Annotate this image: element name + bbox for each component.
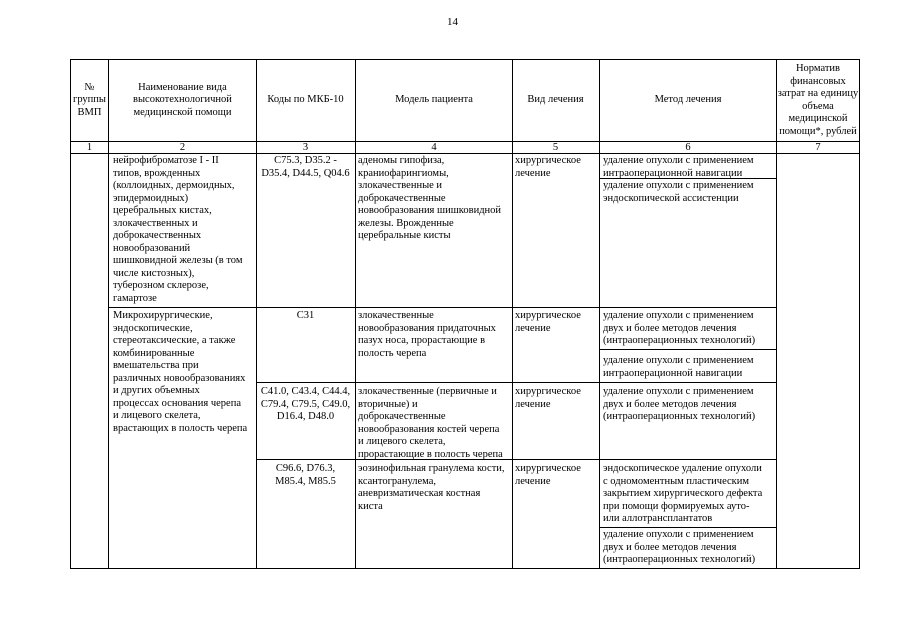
row-divider [256,382,776,383]
treatment-method-cell: удаление опухоли с применением интраоперационной навигации [603,355,754,379]
column-number: 6 [685,142,691,153]
vmp-table [70,59,860,569]
header-treatment-method: Метод лечения [654,94,722,106]
treatment-type-cell: хирургическое лечение [515,386,581,410]
care-type-cell: нейрофиброматозе I - II типов, врожденных (коллоидных, дермоидных, эпидермоидных) церебральных кистах, злокачественных и доброкачественных новообразований шишковидной железы (в том числе кистозных), туберозном склерозе, гамартозе [113,155,243,304]
treatment-type-cell: хирургическое лечение [515,310,581,334]
column-number: 7 [815,142,821,153]
column-number: 5 [552,142,559,153]
header-cost-standard: Норматив финансовых затрат на единицу объема медицинской помощи*, рублей [777,63,859,137]
column-number: 3 [302,142,309,153]
treatment-method-cell: удаление опухоли с применением интраоперационной навигации [603,155,754,179]
care-type-cell: Микрохирургические, эндоскопические, стереотаксические, а также комбинированные вмешательства при различных новообразованиях и других объемных процессах основания черепа и лицевого скелета, врастающих в полость черепа [113,310,248,434]
header-icd-codes: Коды по МКБ-10 [267,94,344,106]
icd-codes-cell: C41.0, C43.4, C44.4, C79.4, C79.5, C49.0, D16.4, D48.0 [260,386,351,422]
treatment-method-cell: удаление опухоли с применением двух и более методов лечения (интраоперационных технологий) [603,310,756,346]
treatment-method-cell: удаление опухоли с применением двух и более методов лечения (интраоперационных технологий) [603,386,756,422]
page-number: 14 [447,16,458,28]
header-group-number: № группы ВМП [73,81,106,118]
treatment-method-cell: удаление опухоли с применением эндоскопической ассистенции [603,180,754,204]
header-care-type: Наименование вида высокотехнологичной медицинской помощи [133,81,232,118]
treatment-method-cell: эндоскопическое удаление опухоли с одномоментным пластическим закрытием хирургического дефекта при помощи формируемых ауто- или аллотрансплантатов [603,463,763,524]
row-divider [256,459,776,460]
method-divider [600,527,776,528]
treatment-type-cell: хирургическое лечение [515,155,581,179]
header-treatment-type: Вид лечения [527,94,584,106]
treatment-method-cell: удаление опухоли с применением двух и более методов лечения (интраоперационных технологий) [603,529,756,565]
patient-model-cell: эозинофильная гранулема кости, ксантогранулема, аневризматическая костная киста [358,463,505,512]
patient-model-cell: аденомы гипофиза, краниофарингиомы, злокачественные и доброкачественные новообразования шишковидной железы. Врожденные церебральные кисты [358,155,502,241]
icd-codes-cell: C96.6, D76.3, M85.4, M85.5 [275,463,336,487]
icd-codes-cell: C31 [296,310,315,321]
column-number: 1 [86,142,93,153]
patient-model-cell: злокачественные (первичные и вторичные) и доброкачественные новообразования костей черепа и лицевого скелета, прорастающие в полость черепа [358,386,503,460]
header-patient-model: Модель пациента [395,94,473,106]
column-number: 2 [179,142,186,153]
icd-codes-cell: C75.3, D35.2 - D35.4, D44.5, Q04.6 [261,155,350,179]
row-divider [108,307,776,308]
method-divider [600,349,776,350]
treatment-type-cell: хирургическое лечение [515,463,581,487]
column-number: 4 [431,142,437,153]
patient-model-cell: злокачественные новообразования придаточных пазух носа, прорастающие в полость черепа [358,310,496,359]
